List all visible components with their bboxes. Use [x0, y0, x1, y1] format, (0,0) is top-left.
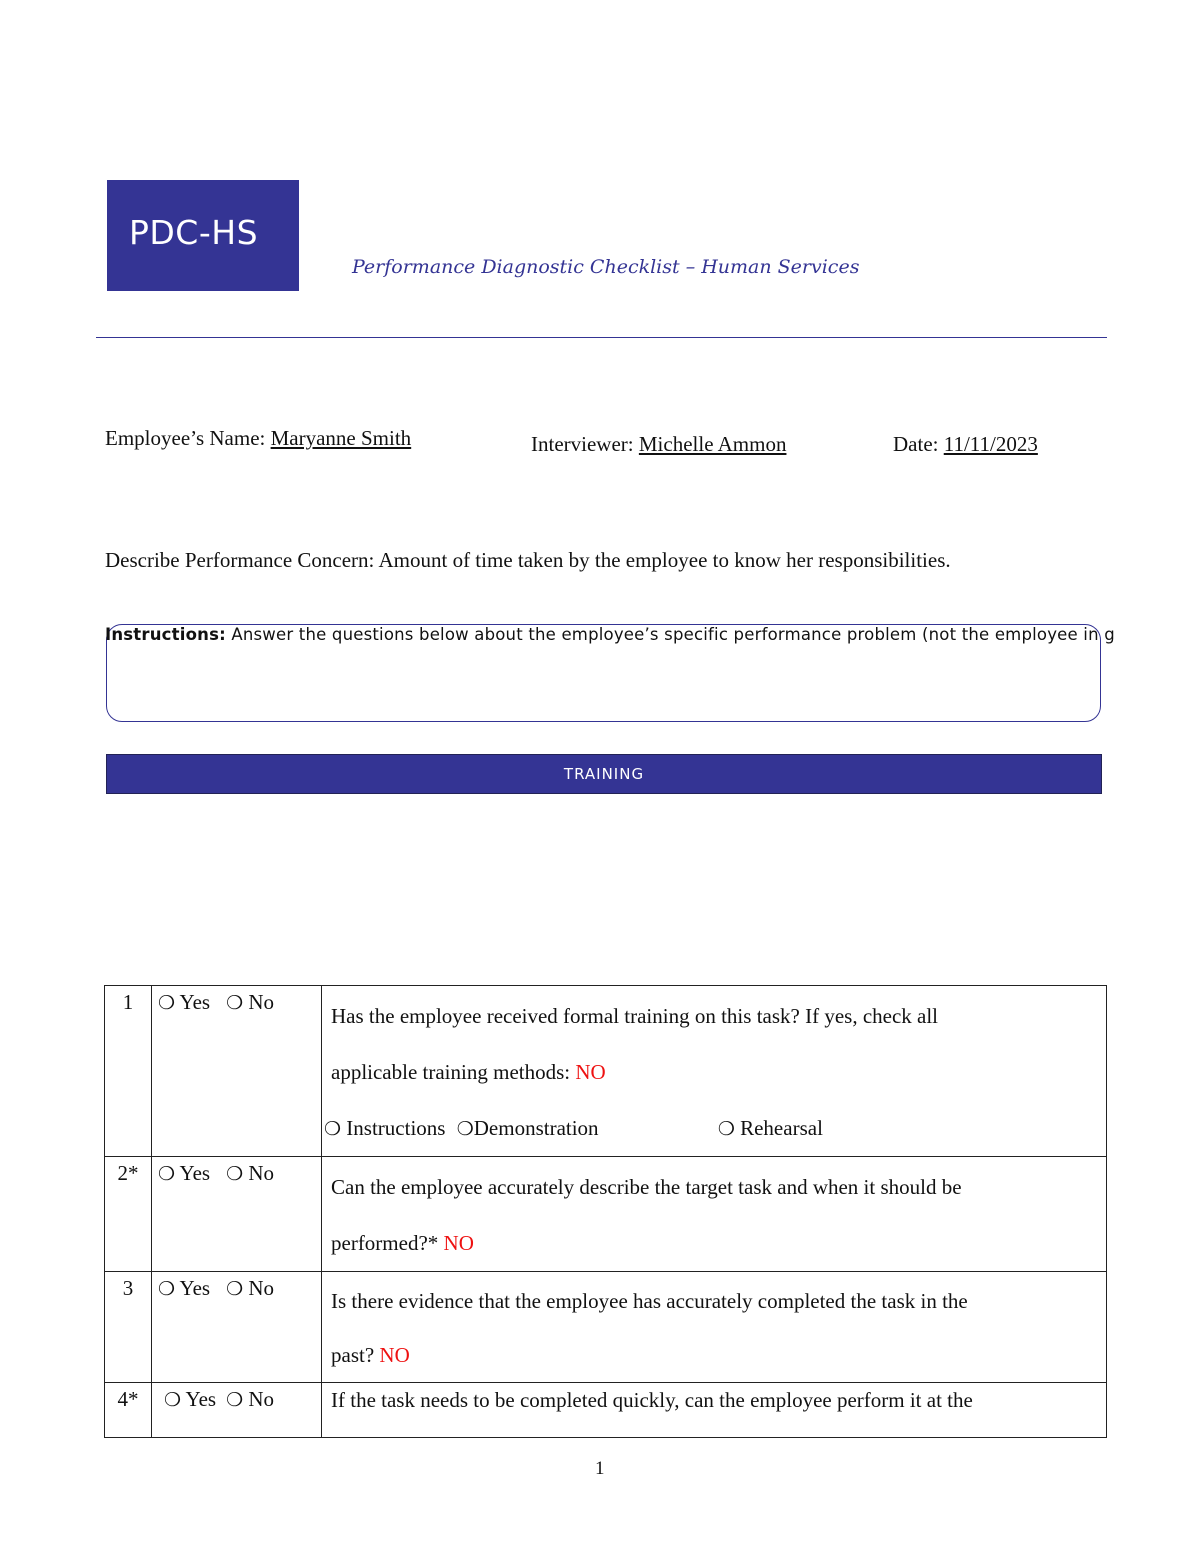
question-line: Can the employee accurately describe the target task and when it should be [331, 1175, 962, 1199]
question-line: past? [331, 1343, 375, 1367]
no-label: No [248, 990, 275, 1014]
yes-option[interactable] [158, 1161, 210, 1186]
yes-option[interactable] [158, 990, 210, 1015]
no-option[interactable] [226, 1387, 274, 1412]
section-title: TRAINING [563, 765, 645, 783]
yes-label: Yes [179, 1161, 211, 1185]
no-label: No [248, 1161, 275, 1185]
yes-option[interactable] [158, 1276, 210, 1301]
question-line: If the task needs to be completed quickly, can the employee perform it at the [331, 1388, 973, 1412]
yes-no-options [152, 1383, 322, 1438]
radio-icon: ❍ [226, 1163, 244, 1185]
radio-icon: ❍ [164, 1389, 182, 1411]
table-row [105, 1383, 1107, 1438]
question-text [322, 1383, 1107, 1438]
radio-icon: ❍ [158, 1163, 176, 1185]
no-label: No [248, 1387, 275, 1411]
document-subtitle: Performance Diagnostic Checklist – Human Services [352, 256, 860, 278]
date-label: Date: [893, 432, 939, 456]
question-line-with-answer [331, 1044, 1106, 1100]
yes-no-options [152, 986, 322, 1157]
concern-label: Describe Performance Concern: [105, 548, 375, 572]
section-header-training [106, 754, 1102, 794]
method-rehearsal[interactable] [718, 1100, 823, 1157]
no-option[interactable] [226, 990, 274, 1015]
no-option[interactable] [226, 1161, 274, 1186]
yes-no-options [152, 1157, 322, 1272]
question-text [322, 1272, 1107, 1383]
radio-icon: ❍ [324, 1118, 342, 1140]
employee-name-label: Employee’s Name: [105, 426, 266, 450]
performance-concern [105, 548, 951, 573]
date-value[interactable]: 11/11/2023 [943, 432, 1038, 456]
logo-text: PDC-HS [129, 213, 259, 252]
radio-icon: ❍ [158, 1278, 176, 1300]
answer-text: NO [379, 1343, 410, 1367]
employee-name-value[interactable]: Maryanne Smith [270, 426, 412, 450]
instructions-text: Answer the questions below about the employee’s specific performance problem (not the employee in g [231, 625, 1115, 644]
date-field [893, 432, 1038, 457]
interviewer-field [531, 432, 786, 457]
question-line-with-answer [331, 1215, 1106, 1271]
answer-text: NO [443, 1231, 474, 1255]
employee-name-field [105, 426, 411, 451]
interviewer-value[interactable]: Michelle Ammon [638, 432, 787, 456]
radio-icon: ❍ [717, 1118, 735, 1140]
method-label: Rehearsal [740, 1116, 823, 1140]
yes-no-options [152, 1272, 322, 1383]
table-row [105, 1272, 1107, 1383]
training-methods [324, 1100, 1106, 1156]
question-line: Is there evidence that the employee has accurately completed the task in the [331, 1289, 968, 1313]
method-label: Demonstration [473, 1116, 599, 1140]
method-demonstration[interactable] [457, 1100, 599, 1157]
question-text [322, 986, 1107, 1157]
no-label: No [248, 1276, 275, 1300]
interviewer-label: Interviewer: [531, 432, 634, 456]
question-line: performed?* [331, 1231, 439, 1255]
instructions [105, 625, 1200, 644]
yes-label: Yes [179, 990, 211, 1014]
radio-icon: ❍ [456, 1118, 474, 1140]
question-table [104, 985, 1107, 1438]
page-number: 1 [595, 1458, 605, 1479]
radio-icon: ❍ [226, 1278, 244, 1300]
answer-text: NO [575, 1060, 606, 1084]
yes-option[interactable] [164, 1387, 216, 1412]
question-number: 3 [105, 1272, 152, 1383]
radio-icon: ❍ [226, 1389, 244, 1411]
logo [107, 180, 299, 291]
table-row [105, 1157, 1107, 1272]
question-text [322, 1157, 1107, 1272]
header-divider [96, 337, 1107, 338]
table-row [105, 986, 1107, 1157]
concern-text[interactable]: Amount of time taken by the employee to know her responsibilities. [378, 548, 951, 572]
method-label: Instructions [346, 1116, 446, 1140]
no-option[interactable] [226, 1276, 274, 1301]
yes-label: Yes [185, 1387, 217, 1411]
method-instructions[interactable] [324, 1100, 445, 1157]
question-line: applicable training methods: [331, 1060, 571, 1084]
question-line-with-answer [331, 1328, 1106, 1382]
radio-icon: ❍ [158, 992, 176, 1014]
question-number: 1 [105, 986, 152, 1157]
question-line: Has the employee received formal training on this task? If yes, check all [331, 1004, 939, 1028]
question-number: 4* [105, 1383, 152, 1438]
question-number: 2* [105, 1157, 152, 1272]
instructions-label: Instructions: [105, 625, 226, 644]
yes-label: Yes [179, 1276, 211, 1300]
radio-icon: ❍ [226, 992, 244, 1014]
